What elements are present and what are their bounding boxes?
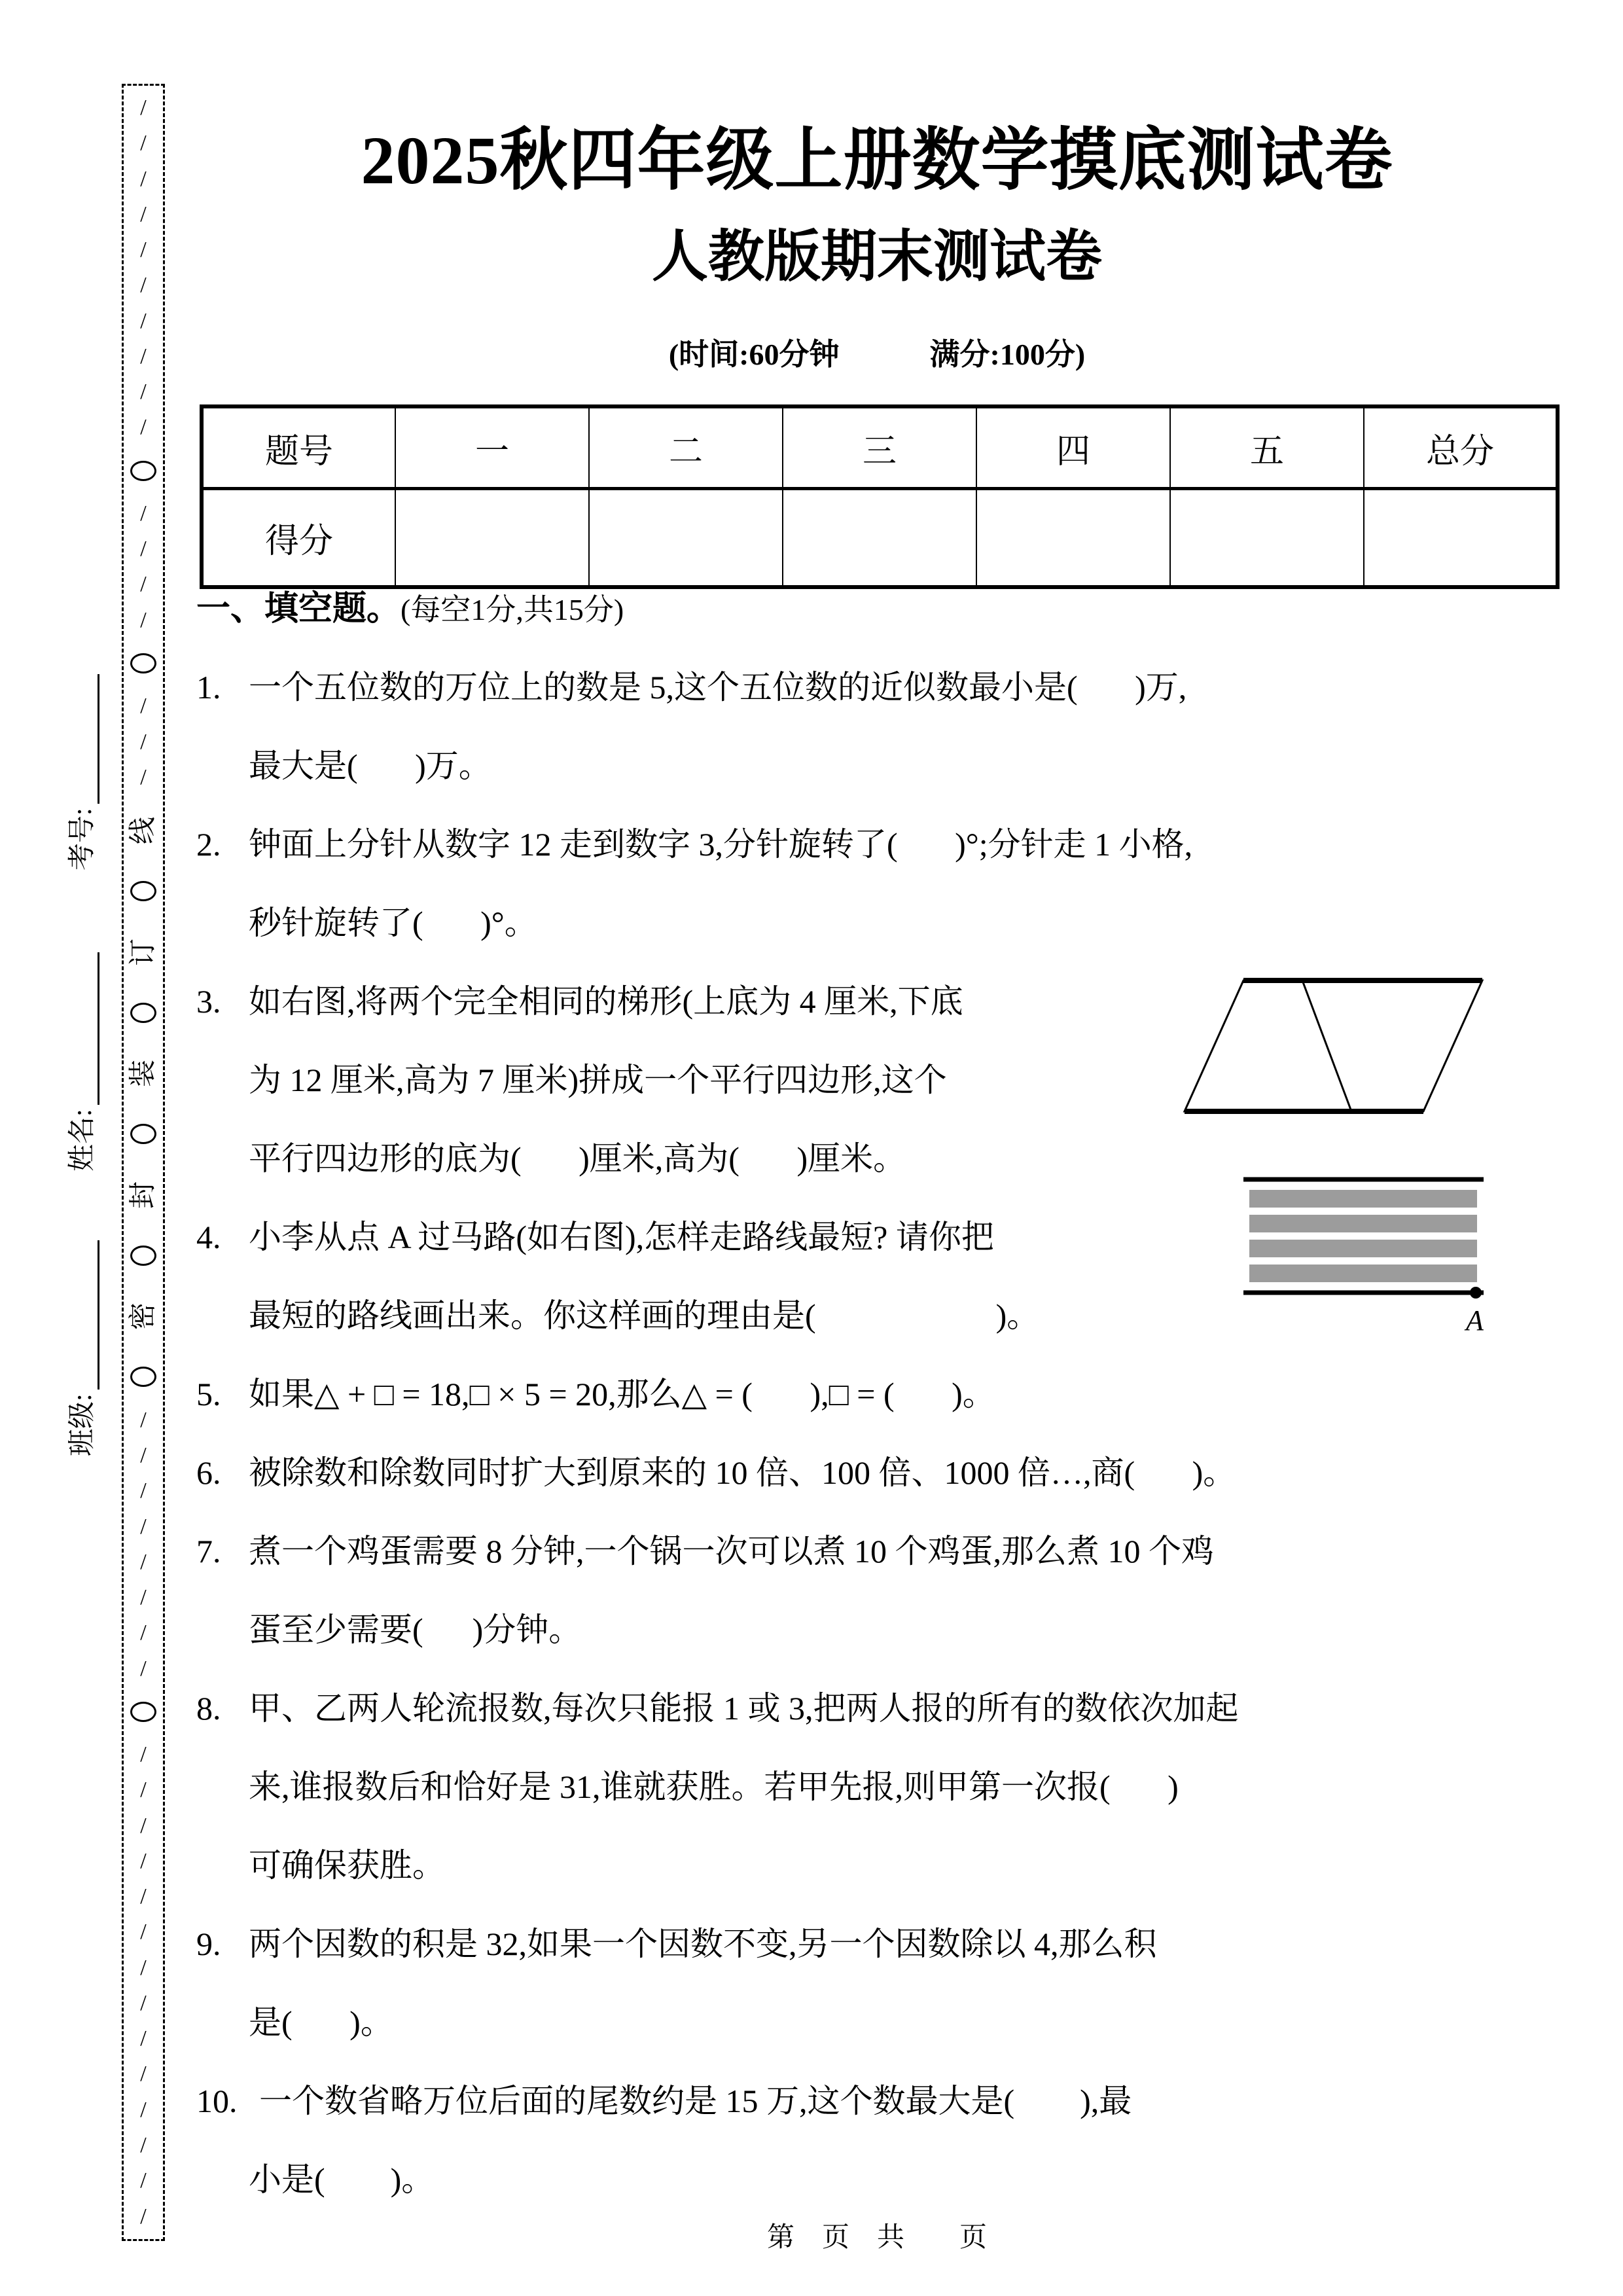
question-number: 3. xyxy=(196,983,221,1020)
question-text: 一个五位数的万位上的数是 5,这个五位数的近似数最小是( )万, xyxy=(249,669,1187,706)
seal-slash-mark: / xyxy=(140,1656,147,1681)
score-table xyxy=(200,404,1560,589)
section-heading-note: (每空1分,共15分) xyxy=(401,593,624,626)
score-table-header-cell: 总分 xyxy=(1364,406,1558,489)
road-crossing-figure xyxy=(1240,1172,1492,1342)
score-table-header-cell: 题号 xyxy=(202,406,395,489)
seal-line-character: 订 xyxy=(128,938,158,966)
question-1-line xyxy=(196,726,1577,805)
question-text: 可确保获胜。 xyxy=(249,1847,445,1884)
seal-line-character: 密 xyxy=(128,1302,158,1331)
seal-slash-mark: / xyxy=(140,607,147,632)
question-text: 甲、乙两人轮流报数,每次只能报 1 或 3,把两人报的所有的数依次加起 xyxy=(249,1690,1239,1727)
seal-slash-mark: / xyxy=(140,2062,147,2087)
question-text: 来,谁报数后和恰好是 31,谁就获胜。若甲先报,则甲第一次报( ) xyxy=(249,1768,1179,1805)
student-info-label: 姓名: xyxy=(67,1109,98,1172)
question-7-line xyxy=(196,1512,1577,1590)
question-text: 一个数省略万位后面的尾数约是 15 万,这个数最大是( ),最 xyxy=(259,2083,1132,2119)
question-text: 是( )。 xyxy=(249,2004,393,2041)
seal-circle-mark xyxy=(130,1246,156,1266)
seal-circle-mark xyxy=(130,1367,156,1387)
seal-slash-mark: / xyxy=(140,308,147,333)
question-number: 6. xyxy=(196,1454,221,1491)
fill-in-blank-section xyxy=(196,569,1577,2219)
score-table-header-cell: 三 xyxy=(783,406,976,489)
question-number: 10. xyxy=(196,2083,238,2119)
student-info-label: 班级: xyxy=(67,1393,98,1456)
question-8-line xyxy=(196,1748,1577,1826)
question-text: 平行四边形的底为( )厘米,高为( )厘米。 xyxy=(249,1140,906,1177)
exam-time-score-info: (时间:60分钟 满分:100分) xyxy=(668,338,1086,371)
seal-slash-mark: / xyxy=(140,1742,147,1767)
road-stripe xyxy=(1249,1190,1477,1208)
question-1-line xyxy=(196,648,1577,726)
seal-slash-mark: / xyxy=(140,202,147,226)
seal-slash-mark: / xyxy=(140,537,147,562)
seal-slash-mark: / xyxy=(140,764,147,789)
seal-line-character: 封 xyxy=(128,1181,158,1209)
seal-slash-mark: / xyxy=(140,2097,147,2122)
score-table-header-cell: 四 xyxy=(976,406,1170,489)
seal-slash-mark: / xyxy=(140,2026,147,2051)
seal-slash-mark: / xyxy=(140,1778,147,1803)
exam-subtitle: 人教版期末测试卷 xyxy=(652,225,1102,288)
question-text: 为 12 厘米,高为 7 厘米)拼成一个平行四边形,这个 xyxy=(249,1062,947,1098)
question-5-line xyxy=(196,1355,1577,1433)
score-table-header-cell: 一 xyxy=(395,406,589,489)
seal-slash-mark: / xyxy=(140,572,147,597)
road-stripe xyxy=(1249,1215,1477,1232)
seal-slash-mark: / xyxy=(140,380,147,404)
question-number: 1. xyxy=(196,669,221,706)
seal-slash-mark: / xyxy=(140,344,147,368)
question-2-line xyxy=(196,805,1577,884)
question-text: 煮一个鸡蛋需要 8 分钟,一个锅一次可以煮 10 个鸡蛋,那么煮 10 个鸡 xyxy=(249,1533,1214,1570)
seal-line-box xyxy=(122,84,165,2241)
score-table-header-row xyxy=(202,406,1558,489)
seal-circle-mark xyxy=(130,881,156,901)
seal-slash-mark: / xyxy=(140,729,147,754)
seal-circle-mark xyxy=(130,1124,156,1144)
question-8-line xyxy=(196,1826,1577,1905)
seal-slash-mark: / xyxy=(140,1514,147,1539)
seal-line-character: 线 xyxy=(128,817,158,845)
seal-slash-mark: / xyxy=(140,694,147,719)
seal-slash-mark: / xyxy=(140,273,147,298)
student-info-field xyxy=(65,952,99,1172)
question-10-line xyxy=(196,2062,1577,2140)
score-table-header-cell: 五 xyxy=(1170,406,1364,489)
student-info-label: 考号: xyxy=(67,808,98,870)
student-info-field xyxy=(65,674,99,870)
question-number: 4. xyxy=(196,1219,221,1255)
question-text: 如果△ + □ = 18,□ × 5 = 20,那么△ = ( ),□ = ( )。 xyxy=(249,1376,995,1412)
seal-line-character: 装 xyxy=(128,1060,158,1088)
question-9-line xyxy=(196,1983,1577,2062)
seal-slash-mark: / xyxy=(140,1621,147,1645)
seal-slash-mark: / xyxy=(140,415,147,440)
seal-slash-mark: / xyxy=(140,166,147,191)
question-text: 小李从点 A 过马路(如右图),怎样走路线最短? 请你把 xyxy=(249,1219,994,1255)
seal-slash-mark: / xyxy=(140,1443,147,1467)
student-info-field xyxy=(65,1240,99,1456)
seal-slash-mark: / xyxy=(140,1479,147,1503)
question-text: 小是( )。 xyxy=(249,2161,435,2198)
question-number: 5. xyxy=(196,1376,221,1412)
seal-slash-mark: / xyxy=(140,1990,147,2015)
seal-slash-mark: / xyxy=(140,1848,147,1873)
seal-circle-mark xyxy=(130,1003,156,1023)
question-7-line xyxy=(196,1590,1577,1669)
point-a-label: A xyxy=(1466,1304,1484,1336)
question-text: 钟面上分针从数字 12 走到数字 3,分针旋转了( )°;分针走 1 小格, xyxy=(249,826,1193,863)
seal-slash-mark: / xyxy=(140,1955,147,1980)
seal-slash-mark: / xyxy=(140,131,147,156)
seal-slash-mark: / xyxy=(140,1813,147,1838)
seal-slash-mark: / xyxy=(140,1407,147,1432)
seal-slash-mark: / xyxy=(140,1549,147,1574)
question-6-line xyxy=(196,1433,1577,1512)
question-text: 两个因数的积是 32,如果一个因数不变,另一个因数除以 4,那么积 xyxy=(249,1926,1157,1962)
question-number: 7. xyxy=(196,1533,221,1570)
seal-slash-mark: / xyxy=(140,238,147,262)
seal-circle-mark xyxy=(130,653,156,673)
question-text: 最短的路线画出来。你这样画的理由是( )。 xyxy=(249,1297,1040,1334)
seal-circle-mark xyxy=(130,1702,156,1722)
seal-slash-mark: / xyxy=(140,2133,147,2158)
seal-slash-mark: / xyxy=(140,1884,147,1909)
seal-slash-mark: / xyxy=(140,96,147,120)
trapezoid-divider-line xyxy=(1302,980,1351,1111)
question-2-line xyxy=(196,884,1577,962)
question-text: 蛋至少需要( )分钟。 xyxy=(249,1611,582,1648)
score-row-label: 得分 xyxy=(202,489,395,588)
road-stripe xyxy=(1249,1240,1477,1257)
section-heading-title: 一、填空题。 xyxy=(196,590,401,628)
seal-circle-mark xyxy=(130,461,156,481)
score-table-header-cell: 二 xyxy=(589,406,783,489)
road-stripe xyxy=(1249,1265,1477,1282)
seal-slash-mark: / xyxy=(140,2168,147,2193)
question-9-line xyxy=(196,1905,1577,1983)
question-number: 8. xyxy=(196,1690,221,1727)
seal-slash-mark: / xyxy=(140,2204,147,2229)
seal-slash-mark: / xyxy=(140,1920,147,1945)
question-text: 最大是( )万。 xyxy=(249,747,491,784)
question-text: 被除数和除数同时扩大到原来的 10 倍、100 倍、1000 倍…,商( )。 xyxy=(249,1454,1236,1491)
question-8-line xyxy=(196,1669,1577,1748)
question-text: 如右图,将两个完全相同的梯形(上底为 4 厘米,下底 xyxy=(249,983,963,1020)
question-10-line xyxy=(196,2140,1577,2219)
point-a-dot xyxy=(1470,1287,1482,1299)
question-number: 9. xyxy=(196,1926,221,1962)
seal-slash-mark: / xyxy=(140,501,147,526)
question-number: 2. xyxy=(196,826,221,863)
student-info-blank-line xyxy=(71,952,99,1105)
page-footer: 第 页 共 页 xyxy=(766,2223,987,2253)
section-heading xyxy=(196,569,1577,648)
student-info-blank-line xyxy=(71,1240,99,1390)
seal-slash-mark: / xyxy=(140,1585,147,1610)
question-text: 秒针旋转了( )°。 xyxy=(249,905,537,941)
trapezoid-parallelogram-figure xyxy=(1171,975,1492,1119)
student-info-blank-line xyxy=(71,674,99,804)
exam-title: 2025秋四年级上册数学摸底测试卷 xyxy=(361,123,1393,198)
